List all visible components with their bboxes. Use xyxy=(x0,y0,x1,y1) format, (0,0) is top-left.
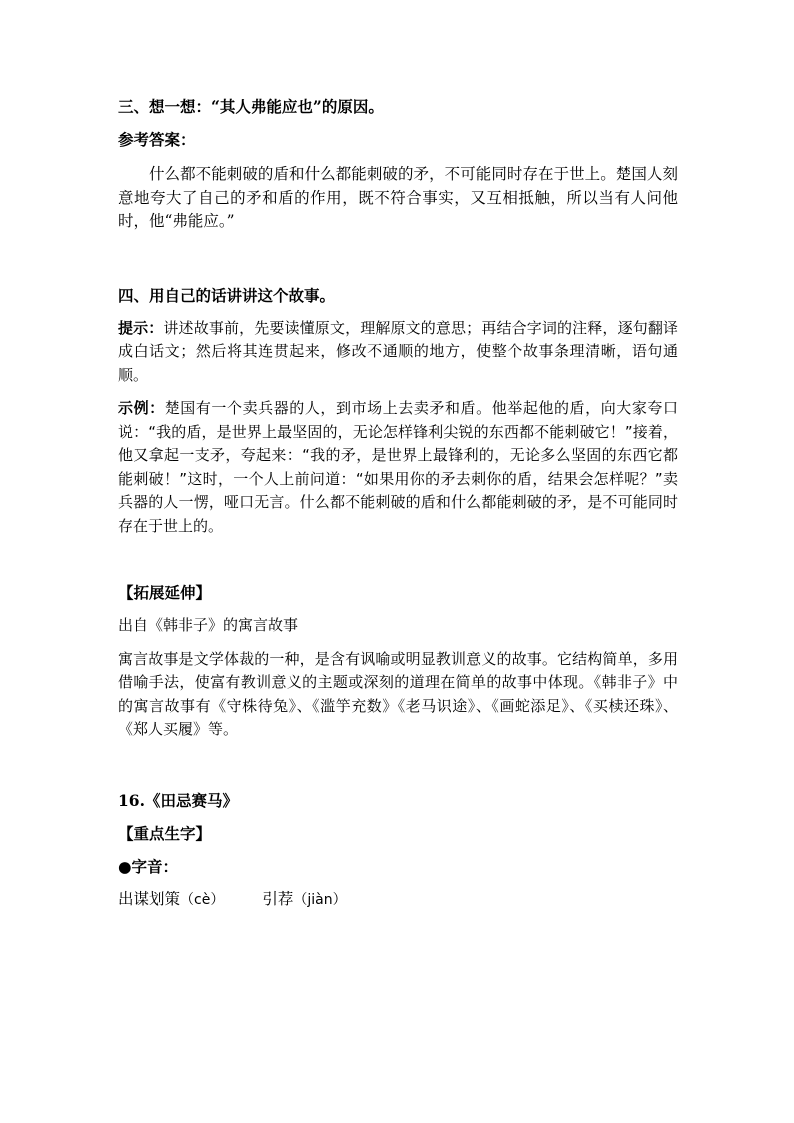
tip-paragraph xyxy=(118,317,678,388)
section3-heading: 三、想一想：“其人弗能应也”的原因。 xyxy=(118,97,384,116)
pinyin1: （cè） xyxy=(180,891,225,908)
extension-heading: 【拓展延伸】 xyxy=(118,583,212,602)
pronunciation-line xyxy=(118,888,678,913)
document-page xyxy=(118,96,678,912)
pronunciation-label: ●字音： xyxy=(118,856,179,876)
example-text: 楚国有一个卖兵器的人，到市场上去卖矛和盾。他举起他的盾，向大家夸口说：“我的盾，是世界上最坚固的，无论怎样锋利尖锐的东西都不能刺破它！”接着，他又拿起一支矛，夸起来：“我的矛，是世界上最锋利的，无论多么坚固的东西它都能刺破！”这时，一个人上前问道：“如果用你的矛去刺你的盾，结果会怎样呢？”卖兵器的人一愣，哑口无言。什么都不能刺破的盾和什么都能刺破的矛，是不可能同时存在于世上的。 xyxy=(118,399,678,535)
answer-label: 参考答案： xyxy=(118,130,196,149)
tip-label: 提示： xyxy=(118,318,164,337)
key-chars-heading: 【重点生字】 xyxy=(118,823,212,843)
lesson16-title: 16.《田忌赛马》 xyxy=(118,790,238,810)
extension-subtitle: 出自《韩非子》的寓言故事 xyxy=(118,616,299,634)
example-label: 示例： xyxy=(118,399,165,417)
tip-text: 讲述故事前，先要读懂原文，理解原文的意思；再结合字词的注释，逐句翻译成白话文；然后将其连贯起来，修改不通顺的地方，使整个故事条理清晰，语句通顺。 xyxy=(118,318,678,384)
extension-text: 寓言故事是文学体裁的一种，是含有讽喻或明显教训意义的故事。它结构简单，多用借喻手法，使富有教训意义的主题或深刻的道理在简单的故事中体现。《韩非子》中的寓言故事有《守株待兔》、《滥竽充数》《老马识途》、《画蛇添足》、《买椟还珠》、《郑人买履》等。 xyxy=(118,649,678,738)
section4-heading: 四、用自己的话讲讲这个故事。 xyxy=(118,285,336,305)
word1: 出谋划策 xyxy=(118,889,181,908)
pinyin2: （jiàn） xyxy=(293,891,347,908)
answer-text: 什么都不能刺破的盾和什么都能刺破的矛，不可能同时存在于世上。楚国人刻意地夸大了自己的矛和盾的作用，既不符合事实，又互相抵触，所以当有人问他时，他“弗能应。” xyxy=(118,165,678,230)
word2: 引荐 xyxy=(262,889,294,908)
example-paragraph xyxy=(118,397,678,538)
